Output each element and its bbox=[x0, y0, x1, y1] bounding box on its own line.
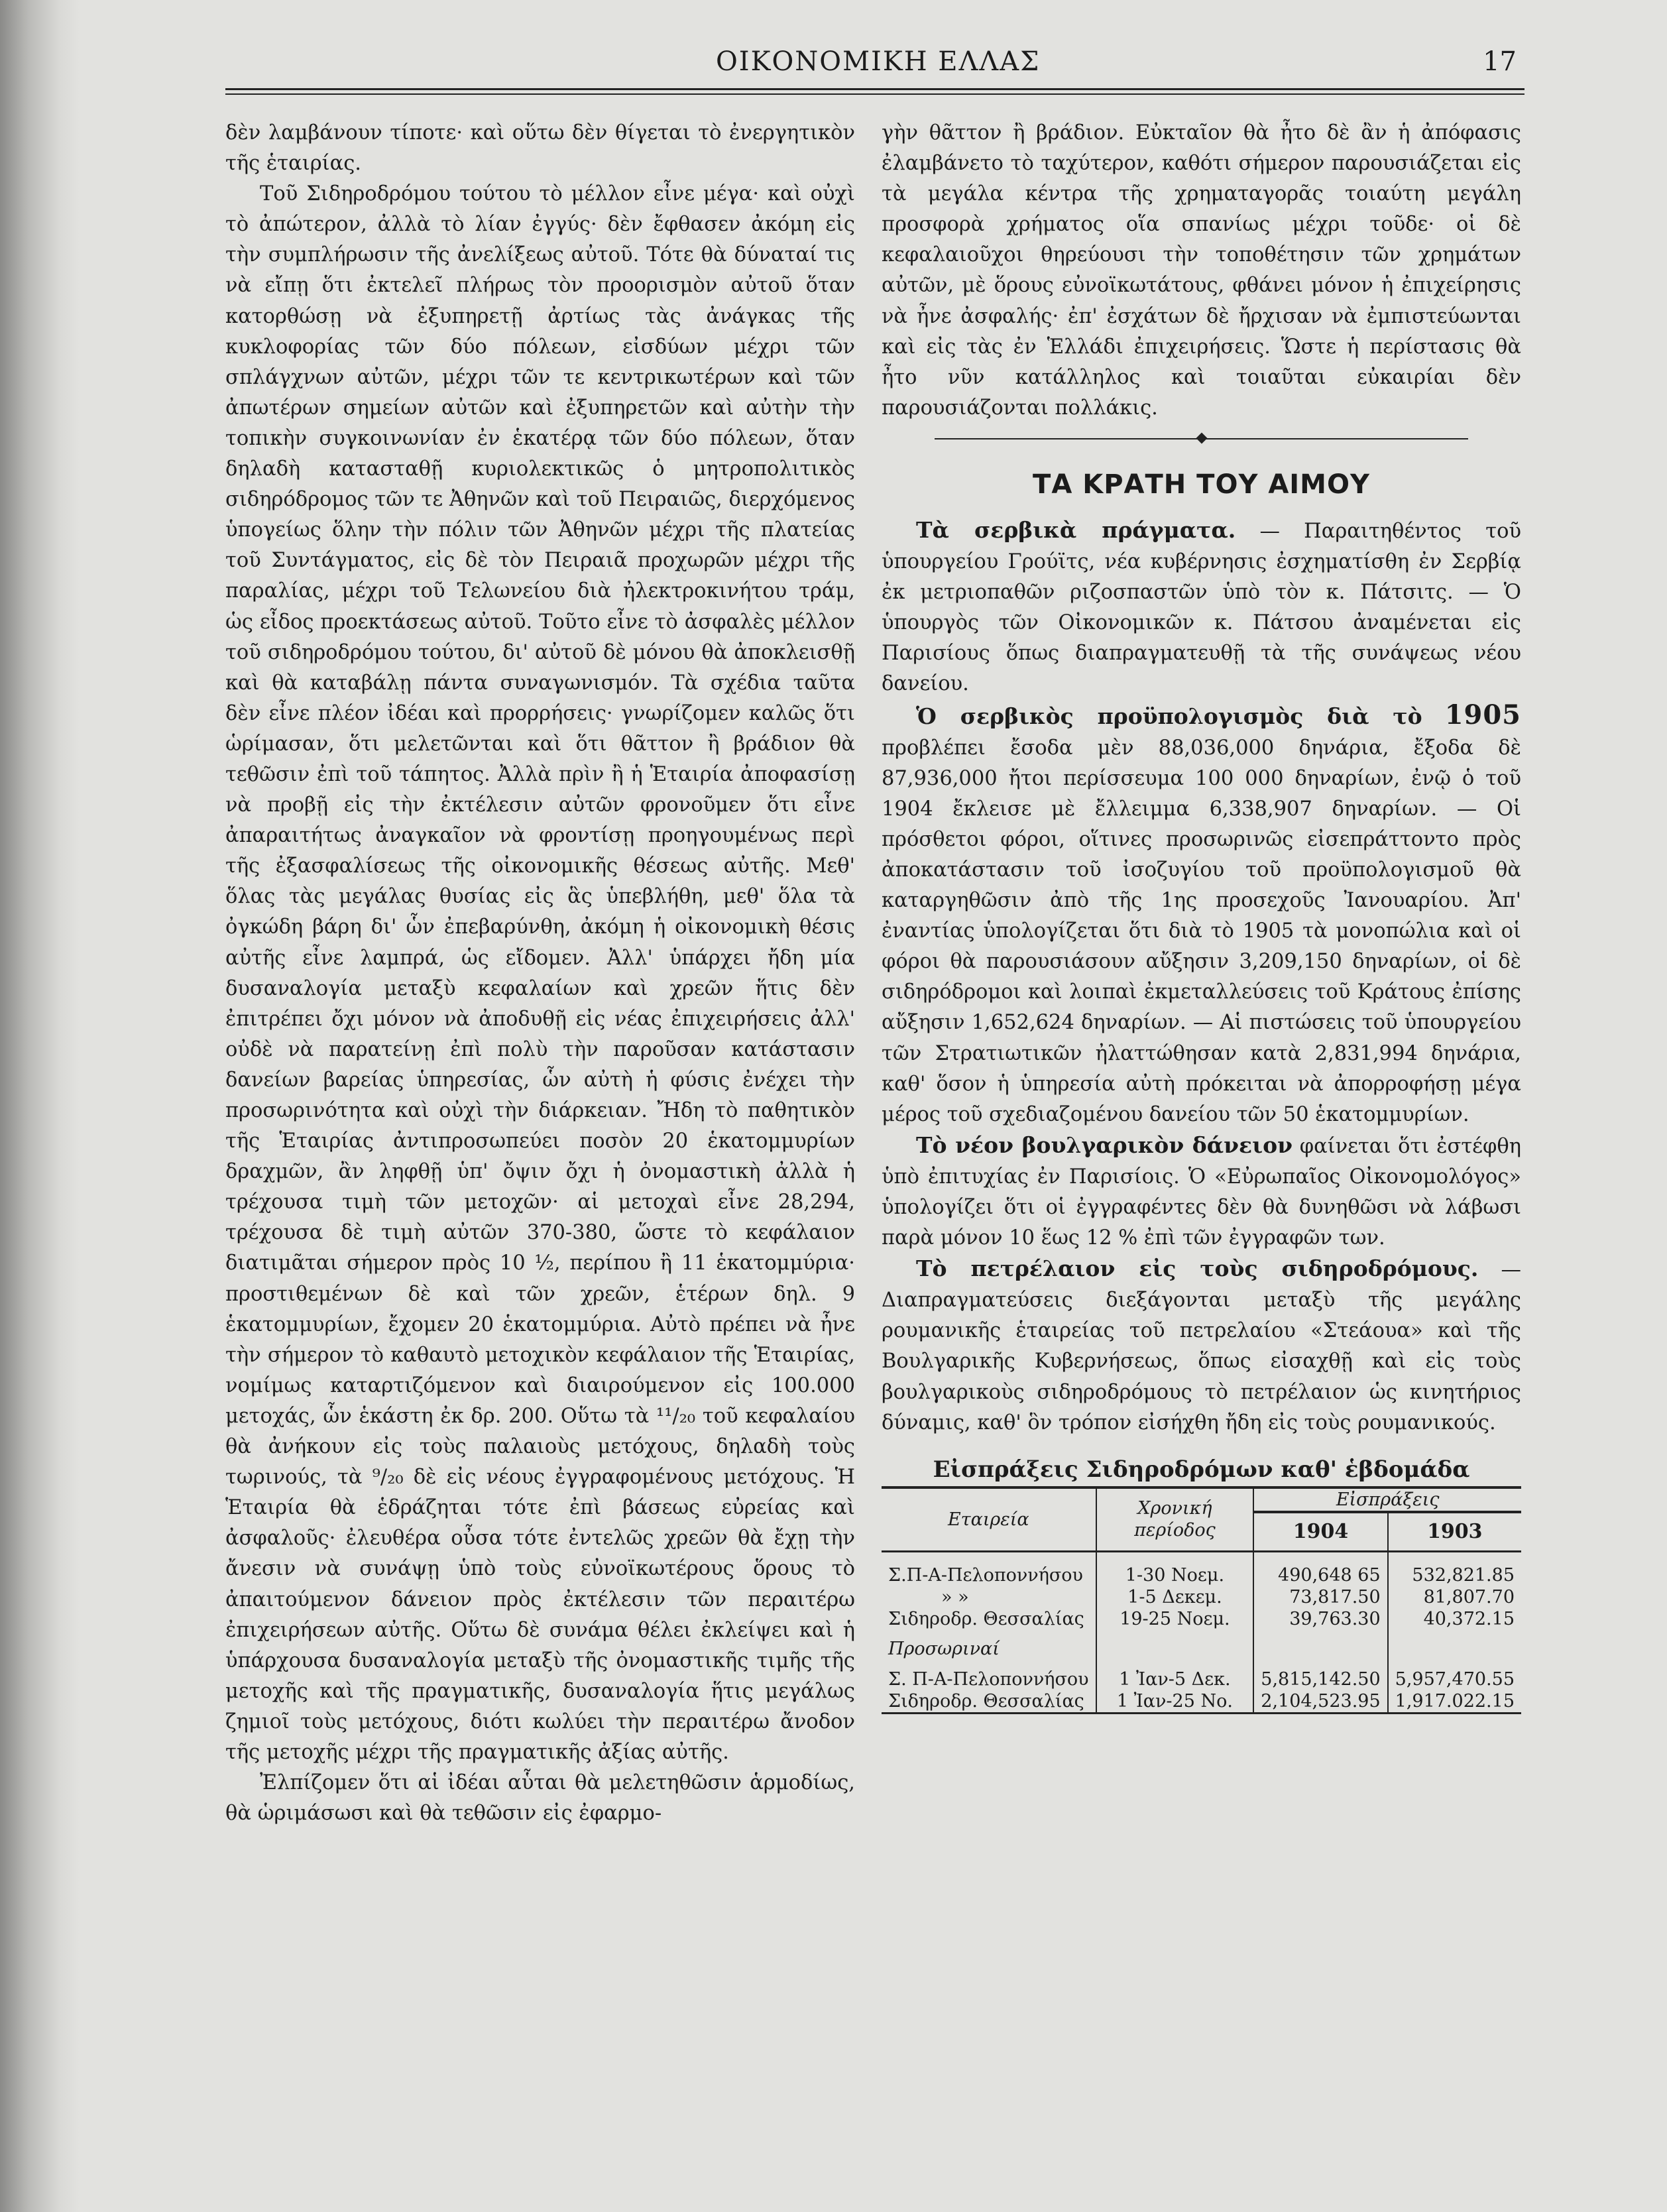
cell-company: » » bbox=[941, 1586, 969, 1607]
left-column bbox=[225, 118, 855, 1829]
running-title: ΟΙΚΟΝΟΜΙΚΗ ΕΛΛΑΣ bbox=[716, 46, 1041, 77]
cell-1903: 5,957,470.55 bbox=[1388, 1668, 1521, 1690]
left-paragraph-1: δὲν λαμβάνουν τίποτε· καὶ οὕτω δὲν θίγεται τὸ ἐνεργητικὸν τῆς ἑταιρίας. bbox=[225, 121, 855, 176]
page-spine-shadow bbox=[0, 0, 80, 2212]
col-header-1904: 1904 bbox=[1253, 1512, 1387, 1552]
cell-1903: 81,807.70 bbox=[1388, 1586, 1521, 1608]
news-text: προβλέπει ἔσοδα μὲν 88,036,000 δηνάρια, ἔξοδα δὲ 87,936,000 ἤτοι περίσσευμα 100 000 δηναρίων, ἐνῷ ὁ τοῦ 1904 ἔκλεισε μὲ ἔλλειμμα 6,338,907 δηναρίων. — Οἱ πρόσθετοι φόροι, οἵτινες προσωρινῶς εἰσεπράττοντο πρὸς ἀποκατάστασιν τοῦ ἰσοζυγίου τοῦ προϋπολογισμοῦ θὰ καταργηθῶσιν ἀπὸ τῆς 1ης προσεχοῦς Ἰανουαρίου. Ἀπ' ἐναντίας ὑπολογίζεται ὅτι διὰ τὸ 1905 τὰ μονοπώλια καὶ οἱ φόροι θὰ παρουσιάσουν αὔξησιν 3,209,150 δηναρίων, οἱ δὲ σιδηρόδρομοι καὶ λοιπαὶ ἐκμεταλλεύσεις τοῦ Κράτους ἐπίσης αὔξησιν 1,652,624 δηναρίων. — Αἱ πιστώσεις τοῦ ὑπουργείου τῶν Στρατιωτικῶν ἠλαττώθησαν κατὰ 2,831,994 δηνάρια, καθ' ὅσον ἡ ὑπηρεσία αὐτὴ πρόκειται νὰ ἀπορροφήσῃ μέγα μέρος τοῦ σχεδιαζομένου δανείου τῶν 50 ἑκατομμυρίων. bbox=[882, 736, 1521, 1126]
cell-1903: 40,372.15 bbox=[1388, 1608, 1521, 1630]
table-row bbox=[882, 1586, 1521, 1608]
news-item-petroleum bbox=[882, 1253, 1521, 1438]
news-text: φαίνεται ὅτι ἐστέφθη ὑπὸ ἐπιτυχίας ἐν Παρισίοις. Ὁ «Εὐρωπαῖος Οἰκονομολόγος» ὑπολογίζει ὅτι οἱ ἐγγραφέντες δὲν θὰ δυνηθῶσι νὰ λάβωσι παρὰ μόνον 10 ἕως 12 % ἐπὶ τῶν ἐγγραφῶν των. bbox=[882, 1134, 1521, 1250]
news-text: —Διαπραγματεύσεις διεξάγονται μεταξὺ τῆς μεγάλης ρουμανικῆς ἑταιρείας τοῦ πετρελαίου «Στεάουα» καὶ τῆς Βουλγαρικῆς Κυβερνήσεως, ὅπως εἰσαχθῇ καὶ εἰς τοὺς βουλγαρικοὺς σιδηροδρόμους τὸ πετρέλαιον ὡς κινητήριος δύναμις, καθ' ὃν τρόπον εἰσήχθη ἤδη εἰς τοὺς ρουμανικούς. bbox=[882, 1258, 1522, 1434]
right-continuation: γὴν θᾶττον ἢ βράδιον. Εὐκταῖον θὰ ἦτο δὲ ἂν ἡ ἀπόφασις ἐλαμβάνετο τὸ ταχύτερον, καθότι σήμερον παρουσιάζεται εἰς τὰ μεγάλα κέντρα τῆς χρηματαγορᾶς τοιαύτη μεγάλη προσφορὰ χρήματος οἵα σπανίως μέχρι τοῦδε· οἱ δὲ κεφαλαιοῦχοι θηρεύουσι τὴν τοποθέτησιν τῶν χρημάτων αὐτῶν, μὲ ὅρους εὐνοϊκωτάτους, φθάνει μόνον ἡ ἐπιχείρησις νὰ ἦνε ἀσφαλής· ἐπ' ἐσχάτων δὲ ἤρχισαν νὰ ἐμπιστεύωνται καὶ εἰς τὰς ἐν Ἑλλάδι ἐπιχειρήσεις. Ὥστε ἡ περίστασις θὰ ἦτο νῦν κατάλληλος καὶ τοιαῦται εὐκαιρίαι δὲν παρουσιάζονται πολλάκις. bbox=[882, 121, 1521, 420]
table-row bbox=[882, 1564, 1521, 1586]
cell-1904: 73,817.50 bbox=[1253, 1586, 1387, 1608]
header-rule bbox=[225, 88, 1524, 90]
section-heading: ΤΑ ΚΡΑΤΗ ΤΟΥ ΑΙΜΟΥ bbox=[1033, 469, 1370, 500]
separator-diamond bbox=[1196, 432, 1207, 443]
news-title: Τὰ σερβικὰ πράγματα. bbox=[916, 516, 1236, 543]
header-rule-thin bbox=[225, 93, 1524, 95]
page-header bbox=[225, 46, 1524, 86]
news-text: — Παραιτηθέντος τοῦ ὑπουργείου Γρούϊτς, νέα κυβέρνησις ἐσχηματίσθη ἐν Σερβίᾳ ἐκ μετριοπαθῶν ριζοσπαστῶν ὑπὸ τὸν κ. Πάτσιτς. — Ὁ ὑπουργὸς τῶν Οἰκονομικῶν κ. Πάτσου ἀναμένεται εἰς Παρισίους ὅπως διαπραγματευθῇ τὰ τῆς συνάψεως νέου δανείου. bbox=[882, 519, 1521, 696]
news-item-serbian-affairs bbox=[882, 515, 1521, 700]
cell-period: 1-5 Δεκεμ. bbox=[1096, 1586, 1254, 1608]
cell-period: 19-25 Νοεμ. bbox=[1096, 1608, 1254, 1630]
left-paragraph-2: Τοῦ Σιδηροδρόμου τούτου τὸ μέλλον εἶνε μέγα· καὶ οὐχὶ τὸ ἀπώτερον, ἀλλὰ τὸ λίαν ἐγγύς· δὲν ἔφθασεν ἀκόμη εἰς τὴν συμπλήρωσιν τῆς ἀνελίξεως αὐτοῦ. Τότε θὰ δύναταί τις νὰ εἴπῃ ὅτι ἐκτελεῖ πλήρως τὸν προορισμὸν αὐτοῦ ὅταν κατορθώσῃ νὰ ἐξυπηρετῇ ἀρτίως τὰς ἀνάγκας τῆς κυκλοφορίας τῶν δύο πόλεων, εἰσδύων μέχρι τῶν σπλάγχνων αὐτῶν, μέχρι τῶν τε κεντρικωτέρων καὶ τῶν ἀπωτέρων σημείων αὐτῶν καὶ ἐξυπηρετῶν καὶ αὐτὴν τὴν τοπικὴν συγκοινωνίαν ἐν ἑκατέρᾳ τῶν δύο πόλεων, ὅταν δηλαδὴ κατασταθῇ κυριολεκτικῶς ὁ μητροπολιτικὸς σιδηρόδρομος τῶν τε Ἀθηνῶν καὶ τοῦ Πειραιῶς, διερχόμενος ὑπογείως ὅλην τὴν πόλιν τῶν Ἀθηνῶν μέχρι τῆς πλατείας τοῦ Συντάγματος, εἰς δὲ τὸν Πειραιᾶ προχωρῶν μέχρι τῆς παραλίας, μέχρι τοῦ Τελωνείου διὰ ἠλεκτροκινήτου τράμ, ὡς εἶδος προεκτάσεως αὐτοῦ. Τοῦτο εἶνε τὸ ἀσφαλὲς μέλλον τοῦ σιδηροδρόμου τούτου, δι' αὐτοῦ δὲ μόνου θὰ ἀποκλεισθῇ καὶ θὰ καταβάλῃ πάντα συναγωνισμόν. Τὰ σχέδια ταῦτα δὲν εἶνε πλέον ἰδέαι καὶ προρρήσεις· γνωρίζομεν καλῶς ὅτι ὡρίμασαν, ὅτι μελετῶνται καὶ ὅτι θᾶττον ἢ βράδιον θὰ τεθῶσιν ἐπὶ τοῦ τάπητος. Ἀλλὰ πρὶν ἢ ἡ Ἑταιρία ἀποφασίσῃ νὰ προβῇ εἰς τὴν ἐκτέλεσιν αὐτῶν φρονοῦμεν ὅτι εἶνε ἀπαραιτήτως ἀναγκαῖον νὰ φροντίσῃ προηγουμένως περὶ τῆς ἐξασφαλίσεως τῆς οἰκονομικῆς θέσεως αὐτῆς. Μεθ' ὅλας τὰς μεγάλας θυσίας εἰς ἃς ὑπεβλήθη, μεθ' ὅλα τὰ ὀγκώδη βάρη δι' ὧν ἐπεβαρύνθη, ἀκόμη ἡ οἰκονομικὴ θέσις αὐτῆς εἶνε λαμπρά, ὡς εἴδομεν. Ἀλλ' ὑπάρχει ἤδη μία δυσαναλογία μεταξὺ κεφαλαίων καὶ χρεῶν ἥτις δὲν ἐπιτρέπει ὄχι μόνον νὰ ἀποδυθῇ εἰς νέας ἐπιχειρήσεις ἀλλ' οὐδὲ νὰ παρατείνῃ ἐπὶ πολὺ τὴν παροῦσαν κατάστασιν δανείων βαρείας ὑπηρεσίας, ὧν αὐτὴ ἡ φύσις ἐνέχει τὴν προσωρινότητα καὶ οὐχὶ τὴν διάρκειαν. Ἤδη τὸ παθητικὸν τῆς Ἑταιρίας ἀντιπροσωπεύει ποσὸν 20 ἑκατομμυρίων δραχμῶν, ἂν ληφθῇ ὑπ' ὄψιν ὄχι ἡ ὀνομαστικὴ ἀλλὰ ἡ τρέχουσα τιμὴ τῶν μετοχῶν· αἱ μετοχαὶ εἶνε 28,294, τρέχουσα δὲ τιμὴ αὐτῶν 370-380, ὥστε τὸ κεφάλαιον διατιμᾶται σήμερον πρὸς 10 ½, περίπου ἢ 11 ἑκατομμύρια· προστιθεμένων δὲ καὶ τῶν χρεῶν, ἑτέρων δηλ. 9 ἑκατομμυρίων, ἔχομεν 20 ἑκατομμύρια. Αὐτὸ πρέπει νὰ ἦνε τὴν σήμερον τὸ καθαυτὸ μετοχικὸν κεφάλαιον τῆς Ἑταιρίας, νομίμως καταρτιζόμενον καὶ διαιρούμενον εἰς 100.000 μετοχάς, ὧν ἑκάστη ἐκ δρ. 200. Οὕτω τὰ ¹¹/₂₀ τοῦ κεφαλαίου θὰ ἀνήκουν εἰς τοὺς παλαιοὺς μετόχους, δηλαδὴ τοὺς τωρινούς, τὰ ⁹/₂₀ δὲ εἰς νέους ἐγγραφομένους μετόχους. Ἡ Ἑταιρία θὰ ἑδράζηται τότε ἐπὶ βάσεως εὐρείας καὶ ἀσφαλοῦς· ἐλευθέρα οὖσα τότε ἐντελῶς χρεῶν θὰ ἔχῃ τὴν ἄνεσιν νὰ συνάψῃ ὑπὸ τοὺς εὐνοϊκωτέρους ὅρους τὸ ἀπαιτούμενον δάνειον πρὸς ἐκτέλεσιν τῶν περαιτέρω ἐπιχειρήσεων αὐτῆς. Οὕτω δὲ συνάμα θέλει ἐκλείψει καὶ ἡ ὑπάρχουσα δυσαναλογία μεταξὺ τῆς ὀνομαστικῆς τιμῆς τῆς μετοχῆς καὶ τῆς πραγματικῆς, δυσαναλογία ἥτις μεγάλως ζημιοῖ τοὺς μετόχους, διότι κωλύει τὴν περαιτέρω ἄνοδον τῆς μετοχῆς μέχρι τῆς πραγματικῆς ἀξίας αὐτῆς. bbox=[225, 182, 855, 1764]
news-year: 1905 bbox=[1444, 699, 1522, 730]
cell-1904: 5,815,142.50 bbox=[1253, 1668, 1387, 1690]
receipts-table bbox=[882, 1486, 1521, 1714]
cell-period: 1 Ἰαν-25 Νο. bbox=[1096, 1690, 1254, 1714]
news-item-bulgarian-loan bbox=[882, 1130, 1521, 1253]
cell-company: Σ. Π-Α-Πελοποννήσου bbox=[888, 1668, 1089, 1690]
table-row bbox=[882, 1690, 1521, 1714]
section-separator bbox=[882, 424, 1521, 454]
cell-1903: 1,917.022.15 bbox=[1388, 1690, 1521, 1714]
page-number: 17 bbox=[1483, 46, 1517, 77]
cell-company: Σιδηροδρ. Θεσσαλίας bbox=[882, 1690, 1096, 1714]
news-title: Τὸ πετρέλαιον εἰς τοὺς σιδηροδρόμους. bbox=[916, 1255, 1479, 1282]
cell-company: Σ.Π-Α-Πελοποννήσου bbox=[888, 1564, 1083, 1586]
news-item-serbian-budget bbox=[882, 700, 1521, 1130]
table-row bbox=[882, 1608, 1521, 1630]
cell-1903: 532,821.85 bbox=[1388, 1564, 1521, 1586]
cell-company: Σιδηροδρ. Θεσσαλίας bbox=[888, 1608, 1084, 1629]
cell-1904: 2,104,523.95 bbox=[1253, 1690, 1387, 1714]
news-title: Ὁ σερβικὸς προϋπολογισμὸς διὰ τὸ bbox=[916, 703, 1422, 729]
table-subheading-row bbox=[882, 1630, 1521, 1668]
col-header-1903: 1903 bbox=[1388, 1512, 1521, 1552]
receipts-table-box bbox=[882, 1453, 1521, 1714]
left-paragraph-3: Ἐλπίζομεν ὅτι αἱ ἰδέαι αὗται θὰ μελετηθῶσιν ἁρμοδίως, θὰ ὡριμάσωσι καὶ θὰ τεθῶσιν εἰς ἐφαρμο- bbox=[225, 1771, 855, 1826]
col-header-company: Εταιρεία bbox=[882, 1487, 1096, 1552]
cell-1904: 490,648 65 bbox=[1253, 1564, 1387, 1586]
news-title: Τὸ νέον βουλγαρικὸν δάνειον bbox=[916, 1132, 1293, 1158]
col-header-receipts: Εἰσπράξεις bbox=[1253, 1487, 1521, 1512]
receipts-table-title: Εἰσπράξεις Σιδηροδρόμων καθ' ἑβδομάδα bbox=[933, 1456, 1470, 1483]
table-row bbox=[882, 1668, 1521, 1690]
provisional-label: Προσωριναί bbox=[888, 1639, 1000, 1660]
col-header-period: Χρονική περίοδος bbox=[1096, 1487, 1254, 1552]
cell-period: 1 Ἰαν-5 Δεκ. bbox=[1096, 1668, 1254, 1690]
right-column bbox=[882, 118, 1521, 1714]
cell-period: 1-30 Νοεμ. bbox=[1096, 1564, 1254, 1586]
cell-1904: 39,763.30 bbox=[1253, 1608, 1387, 1630]
